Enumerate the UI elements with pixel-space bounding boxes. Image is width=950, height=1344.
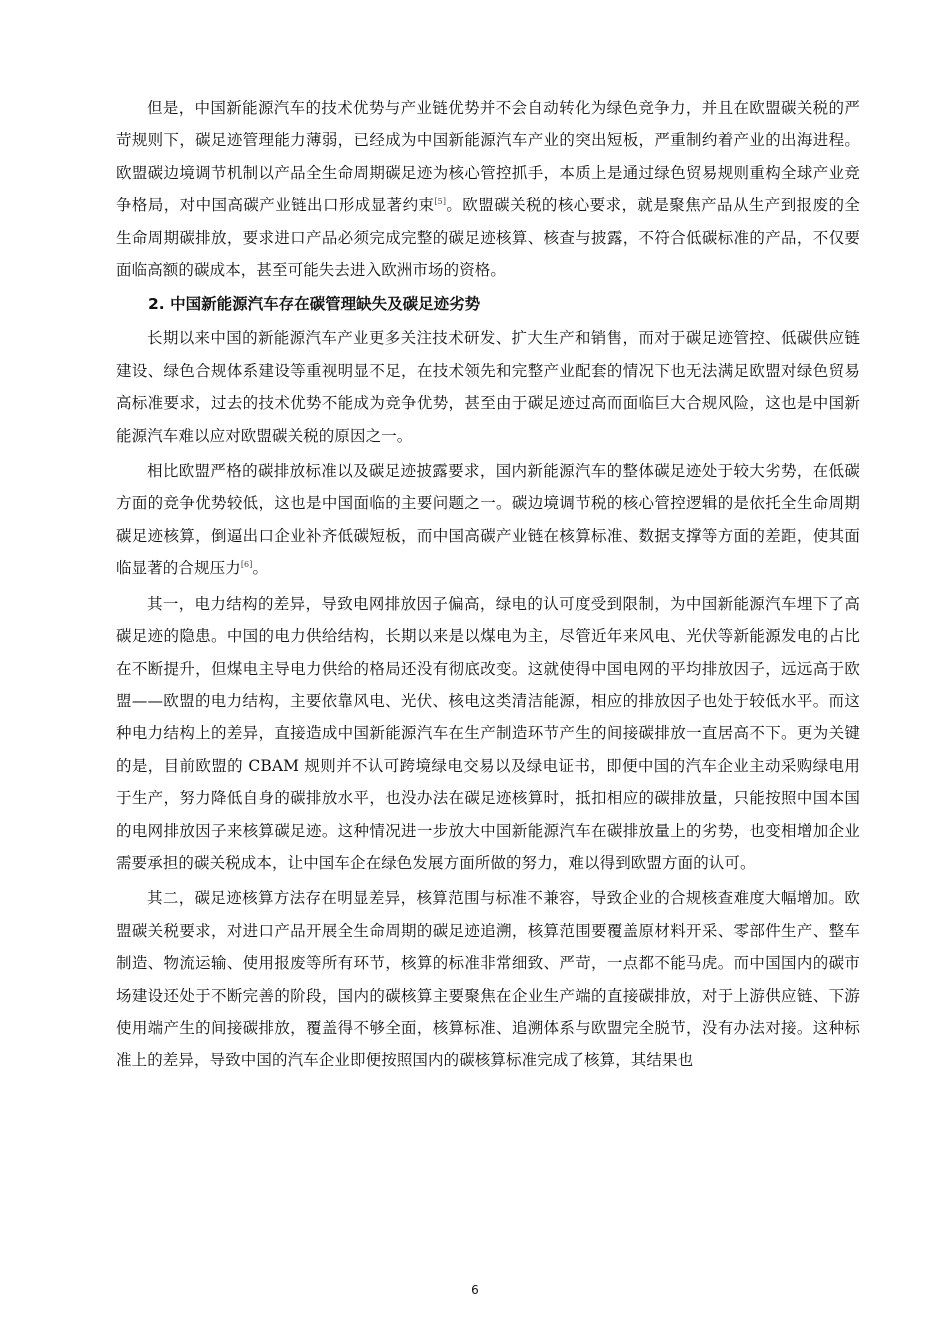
page-number: 6 xyxy=(471,1283,479,1297)
paragraph-carbon-disadvantage xyxy=(116,455,860,585)
paragraph-text: 但是，中国新能源汽车的技术优势与产业链优势并不会自动转化为绿色竞争力，并且在欧盟碳关税的严苛规则下，碳足迹管理能力薄弱，已经成为中国新能源汽车产业的突出短板，严重制约着产业的出海进程。欧盟碳边境调节机制以产品全生命周期碳足迹为核心管控抓手，本质上是通过绿色贸易规则重构全球产业竞争格局，对中国高碳产业链出口形成显著约束 xyxy=(116,99,860,215)
citation-marker: [6] xyxy=(240,560,253,570)
document-body xyxy=(116,92,860,1077)
paragraph-accounting-methods xyxy=(116,882,860,1076)
paragraph-green-competitiveness xyxy=(116,92,860,286)
citation-marker: [5] xyxy=(434,197,447,207)
paragraph-text-tail: 。欧盟碳关税的核心要求，就是聚焦产品从生产到报废的全生命周期碳排放，要求进口产品必须完成完整的碳足迹核算、核查与披露，不符合低碳标准的产品，不仅要面临高额的碳成本，甚至可能失去进入欧洲市场的资格。 xyxy=(116,196,860,280)
paragraph-text: 长期以来中国的新能源汽车产业更多关注技术研发、扩大生产和销售，而对于碳足迹管控、低碳供应链建设、绿色合规体系建设等重视明显不足，在技术领先和完整产业配套的情况下也无法满足欧盟对绿色贸易高标准要求，过去的技术优势不能成为竞争优势，甚至由于碳足迹过高而面临巨大合规风险，这也是中国新能源汽车难以应对欧盟碳关税的原因之一。 xyxy=(116,329,860,445)
paragraph-text: 其一，电力结构的差异，导致电网排放因子偏高，绿电的认可度受到限制，为中国新能源汽车埋下了高碳足迹的隐患。中国的电力供给结构，长期以来是以煤电为主，尽管近年来风电、光伏等新能源发电的占比在不断提升，但煤电主导电力供给的格局还没有彻底改变。这就使得中国电网的平均排放因子，远远高于欧盟——欧盟的电力结构，主要依靠风电、光伏、核电这类清洁能源，相应的排放因子也处于较低水平。而这种电力结构上的差异，直接造成中国新能源汽车在生产制造环节产生的间接碳排放一直居高不下。更为关键的是，目前欧盟的 CBAM 规则并不认可跨境绿电交易以及绿电证书，即便中国的汽车企业主动采购绿电用于生产，努力降低自身的碳排放水平，也没办法在碳足迹核算时，抵扣相应的碳排放量，只能按照中国本国的电网排放因子来核算碳足迹。这种情况进一步放大中国新能源汽车在碳排放量上的劣势，也变相增加企业需要承担的碳关税成本，让中国车企在绿色发展方面所做的努力，难以得到欧盟方面的认可。 xyxy=(116,594,860,872)
paragraph-text: 其二，碳足迹核算方法存在明显差异，核算范围与标准不兼容，导致企业的合规核查难度大幅增加。欧盟碳关税要求，对进口产品开展全生命周期的碳足迹追溯，核算范围要覆盖原材料开采、零部件生产、整车制造、物流运输、使用报废等所有环节，核算的标准非常细致、严苛，一点都不能马虎。而中国国内的碳市场建设还处于不断完善的阶段，国内的碳核算主要聚焦在企业生产端的直接碳排放，对于上游供应链、下游使用端产生的间接碳排放，覆盖得不够全面，核算标准、追溯体系与欧盟完全脱节，没有办法对接。这种标准上的差异，导致中国的汽车企业即便按照国内的碳核算标准完成了核算，其结果也 xyxy=(116,889,860,1070)
section-heading: 2. 中国新能源汽车存在碳管理缺失及碳足迹劣势 xyxy=(148,295,481,314)
paragraph-industry-focus xyxy=(116,322,860,452)
paragraph-power-structure xyxy=(116,588,860,880)
paragraph-text-tail: 。 xyxy=(252,559,269,578)
paragraph-text: 相比欧盟严格的碳排放标准以及碳足迹披露要求，国内新能源汽车的整体碳足迹处于较大劣势，在低碳方面的竞争优势较低，这也是中国面临的主要问题之一。碳边境调节税的核心管控逻辑的是依托全生命周期碳足迹核算，倒逼出口企业补齐低碳短板，而中国高碳产业链在核算标准、数据支撑等方面的差距，使其面临显著的合规压力 xyxy=(116,462,860,578)
